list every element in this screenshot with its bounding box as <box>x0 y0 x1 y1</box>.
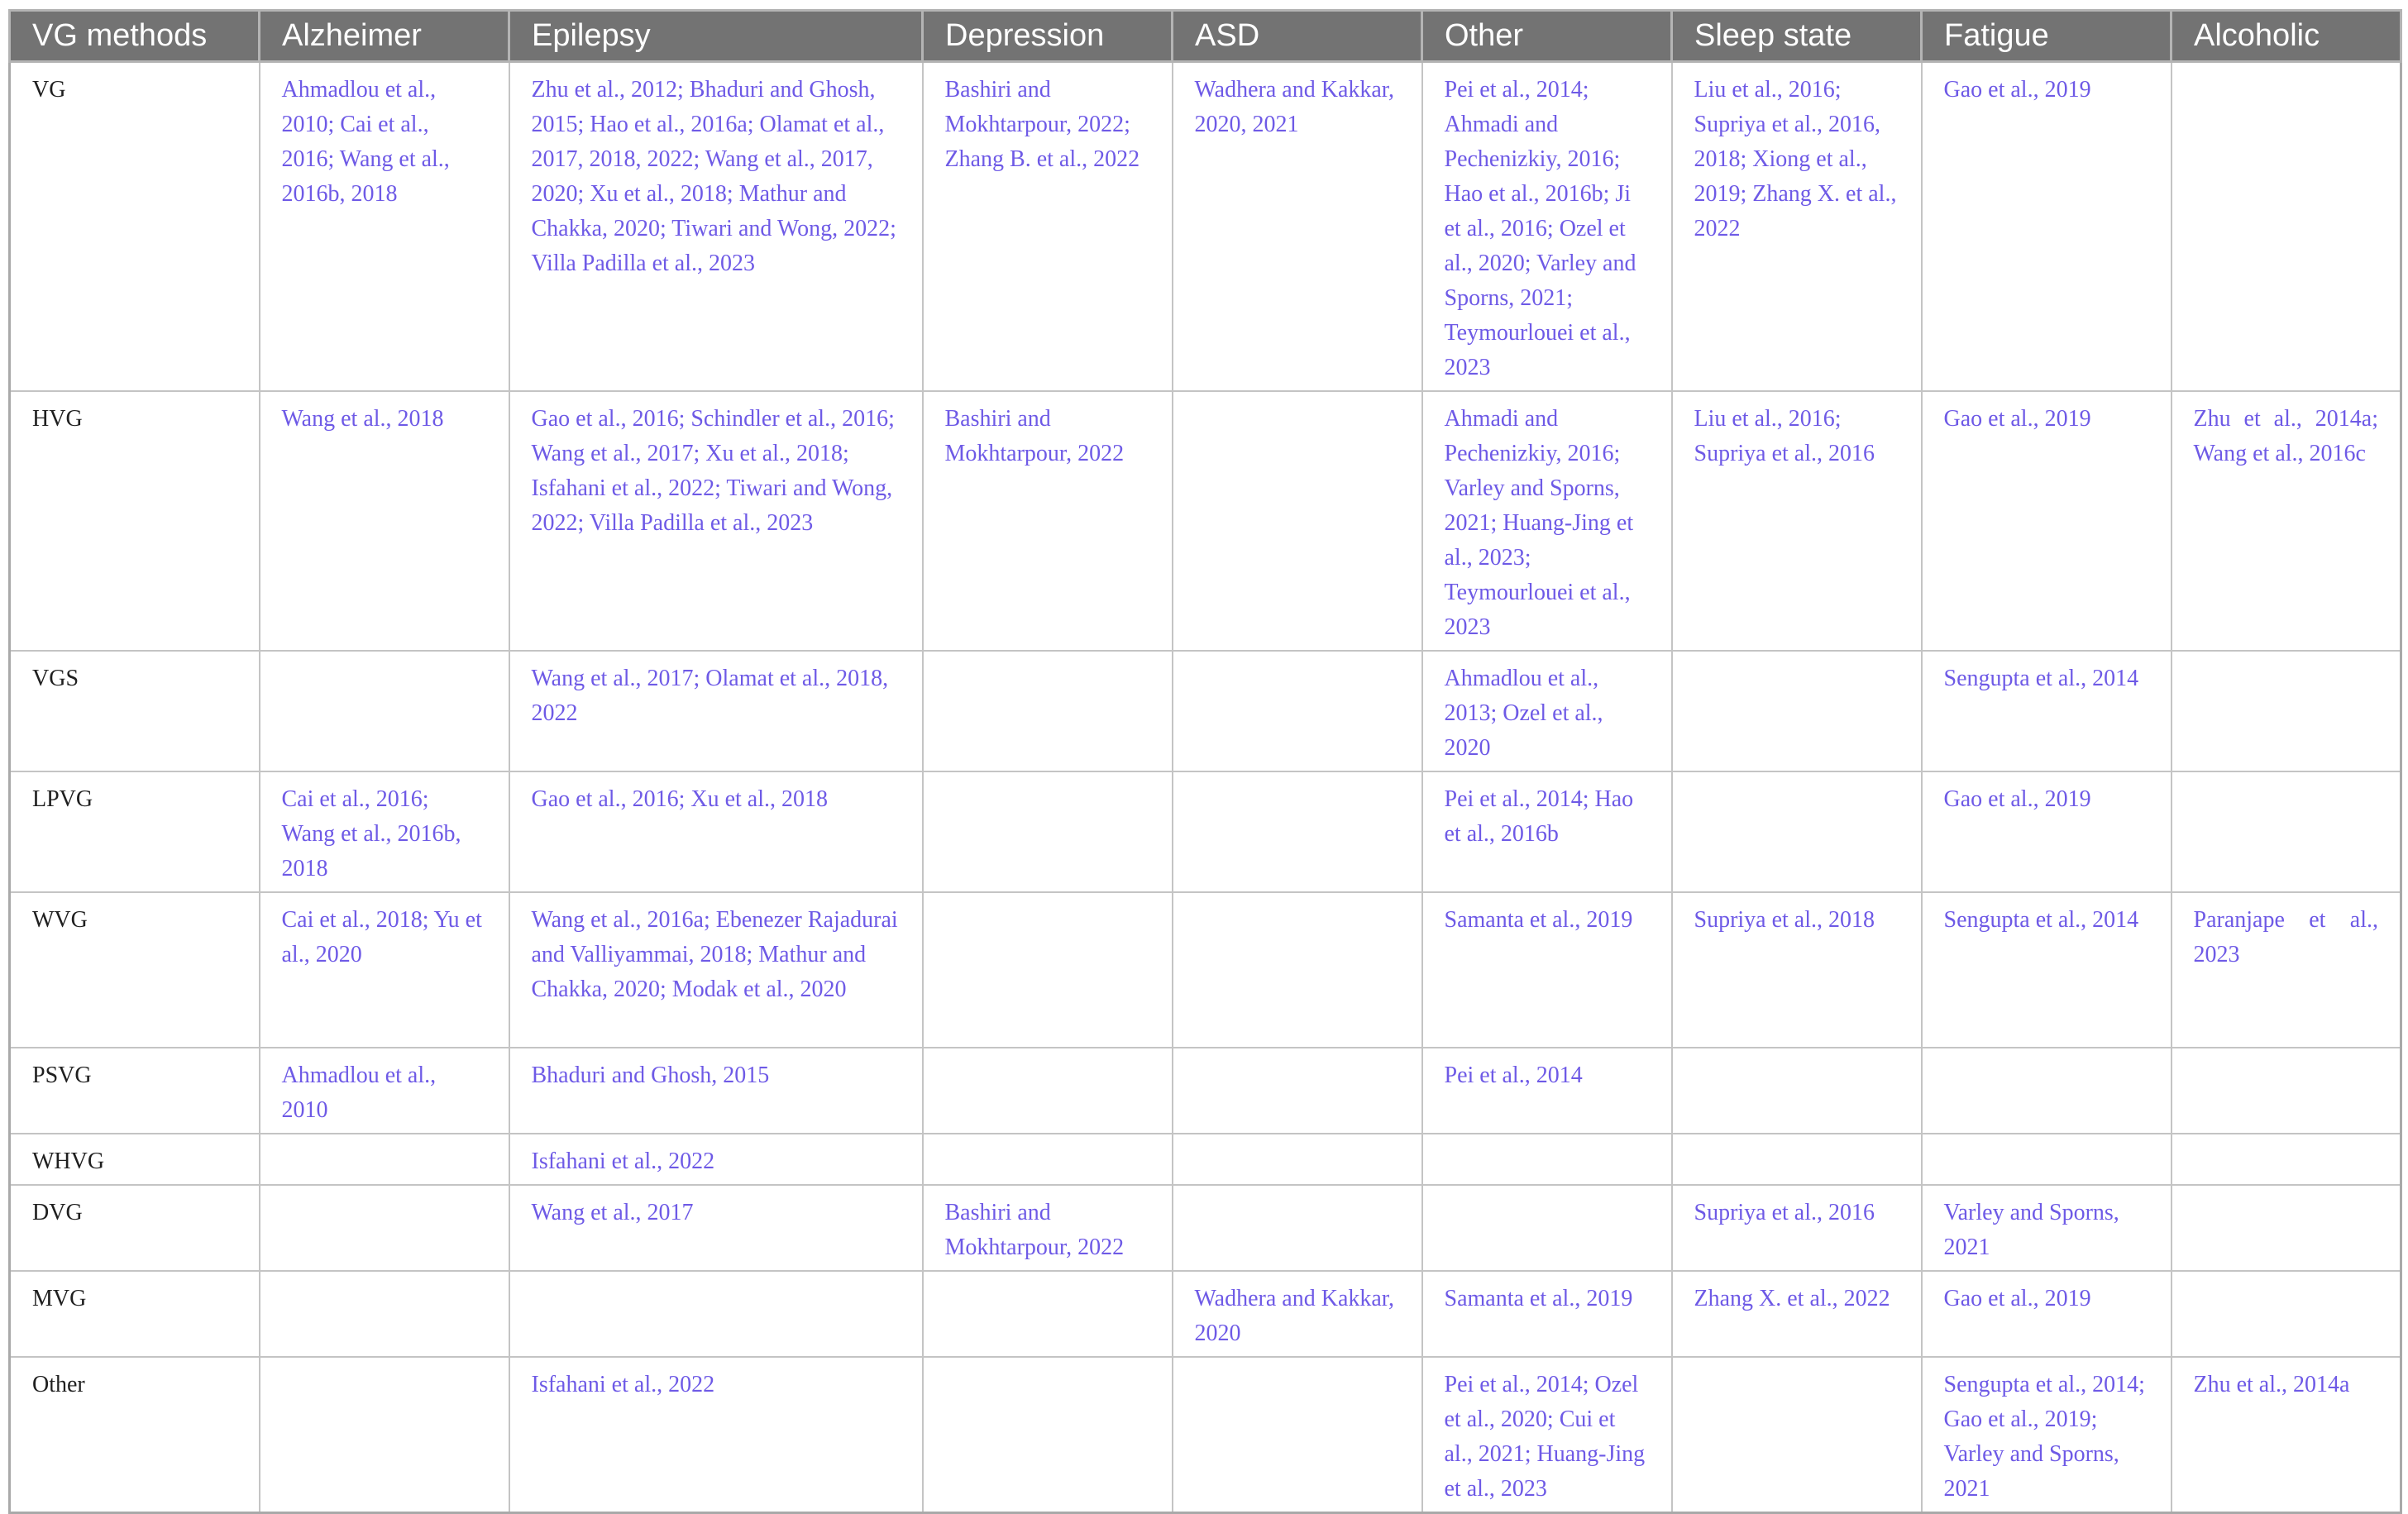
reference-cell <box>923 1357 1173 1513</box>
reference-cell <box>1672 1134 1922 1185</box>
table-row <box>10 1271 2401 1357</box>
column-header: Epilepsy <box>509 11 923 62</box>
table-row <box>10 1185 2401 1271</box>
reference-cell <box>923 1271 1173 1357</box>
column-header: Alzheimer <box>260 11 509 62</box>
reference-cell[interactable]: Isfahani et al., 2022 <box>509 1357 923 1513</box>
reference-cell <box>2172 1048 2401 1134</box>
reference-cell[interactable]: Samanta et al., 2019 <box>1422 892 1672 1048</box>
reference-cell[interactable]: Gao et al., 2019 <box>1922 1271 2172 1357</box>
reference-cell[interactable]: Gao et al., 2019 <box>1922 771 2172 892</box>
table-row <box>10 1048 2401 1134</box>
reference-cell <box>260 1185 509 1271</box>
reference-cell[interactable]: Supriya et al., 2018 <box>1672 892 1922 1048</box>
reference-cell[interactable]: Pei et al., 2014 <box>1422 1048 1672 1134</box>
reference-cell <box>1173 771 1422 892</box>
reference-cell[interactable]: Ahmadi and Pechenizkiy, 2016; Varley and Sporns, 2021; Huang-Jing et al., 2023; Teymourlouei et al., 2023 <box>1422 391 1672 651</box>
column-header: Depression <box>923 11 1173 62</box>
table-row <box>10 771 2401 892</box>
reference-cell <box>260 1134 509 1185</box>
column-header: Fatigue <box>1922 11 2172 62</box>
reference-cell[interactable]: Bhaduri and Ghosh, 2015 <box>509 1048 923 1134</box>
reference-cell <box>260 1271 509 1357</box>
reference-cell[interactable]: Wadhera and Kakkar, 2020, 2021 <box>1173 62 1422 392</box>
row-method-label: DVG <box>10 1185 260 1271</box>
reference-cell <box>509 1271 923 1357</box>
reference-cell[interactable]: Ahmadlou et al., 2013; Ozel et al., 2020 <box>1422 651 1672 771</box>
reference-cell[interactable]: Ahmadlou et al., 2010; Cai et al., 2016; Wang et al., 2016b, 2018 <box>260 62 509 392</box>
reference-cell <box>923 1134 1173 1185</box>
table-wrapper <box>8 9 2400 1514</box>
reference-cell[interactable]: Sengupta et al., 2014; Gao et al., 2019; Varley and Sporns, 2021 <box>1922 1357 2172 1513</box>
table-row <box>10 1134 2401 1185</box>
reference-cell <box>2172 62 2401 392</box>
row-method-label: WVG <box>10 892 260 1048</box>
reference-cell <box>1173 1048 1422 1134</box>
table-row <box>10 892 2401 1048</box>
reference-cell[interactable]: Wang et al., 2017; Olamat et al., 2018, 2022 <box>509 651 923 771</box>
reference-cell[interactable]: Gao et al., 2019 <box>1922 62 2172 392</box>
table-row <box>10 391 2401 651</box>
reference-cell[interactable]: Zhu et al., 2012; Bhaduri and Ghosh, 2015; Hao et al., 2016a; Olamat et al., 2017, 2018, 2022; Wang et al., 2017, 2020; Xu et al., 2018; Mathur and Chakka, 2020; Tiwari and Wong, 2022; Villa Padilla et al., 2023 <box>509 62 923 392</box>
reference-cell[interactable]: Pei et al., 2014; Ahmadi and Pechenizkiy, 2016; Hao et al., 2016b; Ji et al., 2016; Ozel et al., 2020; Varley and Sporns, 2021; Teymourlouei et al., 2023 <box>1422 62 1672 392</box>
reference-cell <box>1672 651 1922 771</box>
table-header-row <box>10 11 2401 62</box>
reference-cell <box>1922 1048 2172 1134</box>
reference-cell <box>923 651 1173 771</box>
reference-cell <box>1173 391 1422 651</box>
reference-cell <box>1922 1134 2172 1185</box>
reference-cell[interactable]: Samanta et al., 2019 <box>1422 1271 1672 1357</box>
reference-cell[interactable]: Varley and Sporns, 2021 <box>1922 1185 2172 1271</box>
row-method-label: Other <box>10 1357 260 1513</box>
column-header: Other <box>1422 11 1672 62</box>
reference-cell[interactable]: Cai et al., 2016; Wang et al., 2016b, 2018 <box>260 771 509 892</box>
reference-cell[interactable]: Liu et al., 2016; Supriya et al., 2016, 2018; Xiong et al., 2019; Zhang X. et al., 2022 <box>1672 62 1922 392</box>
reference-cell[interactable]: Pei et al., 2014; Ozel et al., 2020; Cui et al., 2021; Huang-Jing et al., 2023 <box>1422 1357 1672 1513</box>
row-method-label: WHVG <box>10 1134 260 1185</box>
reference-cell[interactable]: Pei et al., 2014; Hao et al., 2016b <box>1422 771 1672 892</box>
reference-cell[interactable]: Bashiri and Mokhtarpour, 2022 <box>923 391 1173 651</box>
row-method-label: VG <box>10 62 260 392</box>
reference-cell <box>1173 1134 1422 1185</box>
reference-cell <box>1672 1357 1922 1513</box>
reference-cell[interactable]: Gao et al., 2016; Xu et al., 2018 <box>509 771 923 892</box>
table-row <box>10 62 2401 392</box>
reference-cell <box>1173 892 1422 1048</box>
column-header: Alcoholic <box>2172 11 2401 62</box>
reference-cell <box>260 1357 509 1513</box>
reference-cell[interactable]: Supriya et al., 2016 <box>1672 1185 1922 1271</box>
reference-cell[interactable]: Zhu et al., 2014a; Wang et al., 2016c <box>2172 391 2401 651</box>
vg-methods-table <box>8 9 2402 1514</box>
reference-cell <box>1173 1357 1422 1513</box>
reference-cell <box>2172 771 2401 892</box>
reference-cell[interactable]: Sengupta et al., 2014 <box>1922 892 2172 1048</box>
reference-cell[interactable]: Zhu et al., 2014a <box>2172 1357 2401 1513</box>
reference-cell[interactable]: Isfahani et al., 2022 <box>509 1134 923 1185</box>
reference-cell[interactable]: Gao et al., 2019 <box>1922 391 2172 651</box>
reference-cell[interactable]: Sengupta et al., 2014 <box>1922 651 2172 771</box>
reference-cell[interactable]: Paranjape et al., 2023 <box>2172 892 2401 1048</box>
reference-cell[interactable]: Bashiri and Mokhtarpour, 2022; Zhang B. et al., 2022 <box>923 62 1173 392</box>
table-body <box>10 62 2401 1513</box>
reference-cell[interactable]: Zhang X. et al., 2022 <box>1672 1271 1922 1357</box>
reference-cell <box>1422 1134 1672 1185</box>
column-header: VG methods <box>10 11 260 62</box>
reference-cell <box>1672 771 1922 892</box>
reference-cell[interactable]: Wang et al., 2018 <box>260 391 509 651</box>
reference-cell[interactable]: Wang et al., 2016a; Ebenezer Rajadurai and Valliyammai, 2018; Mathur and Chakka, 2020; Modak et al., 2020 <box>509 892 923 1048</box>
reference-cell <box>2172 1134 2401 1185</box>
reference-cell[interactable]: Wang et al., 2017 <box>509 1185 923 1271</box>
row-method-label: LPVG <box>10 771 260 892</box>
reference-cell[interactable]: Gao et al., 2016; Schindler et al., 2016; Wang et al., 2017; Xu et al., 2018; Isfahani et al., 2022; Tiwari and Wong, 2022; Villa Padilla et al., 2023 <box>509 391 923 651</box>
reference-cell[interactable]: Ahmadlou et al., 2010 <box>260 1048 509 1134</box>
row-method-label: VGS <box>10 651 260 771</box>
reference-cell <box>2172 1271 2401 1357</box>
reference-cell <box>923 1048 1173 1134</box>
reference-cell[interactable]: Cai et al., 2018; Yu et al., 2020 <box>260 892 509 1048</box>
reference-cell <box>2172 1185 2401 1271</box>
reference-cell[interactable]: Wadhera and Kakkar, 2020 <box>1173 1271 1422 1357</box>
reference-cell <box>1173 1185 1422 1271</box>
table-row <box>10 651 2401 771</box>
reference-cell <box>1422 1185 1672 1271</box>
column-header: ASD <box>1173 11 1422 62</box>
row-method-label: MVG <box>10 1271 260 1357</box>
column-header: Sleep state <box>1672 11 1922 62</box>
reference-cell <box>1173 651 1422 771</box>
table-row <box>10 1357 2401 1513</box>
reference-cell <box>1672 1048 1922 1134</box>
reference-cell <box>260 651 509 771</box>
reference-cell <box>2172 651 2401 771</box>
reference-cell <box>923 771 1173 892</box>
reference-cell[interactable]: Bashiri and Mokhtarpour, 2022 <box>923 1185 1173 1271</box>
row-method-label: HVG <box>10 391 260 651</box>
reference-cell[interactable]: Liu et al., 2016; Supriya et al., 2016 <box>1672 391 1922 651</box>
row-method-label: PSVG <box>10 1048 260 1134</box>
reference-cell <box>923 892 1173 1048</box>
